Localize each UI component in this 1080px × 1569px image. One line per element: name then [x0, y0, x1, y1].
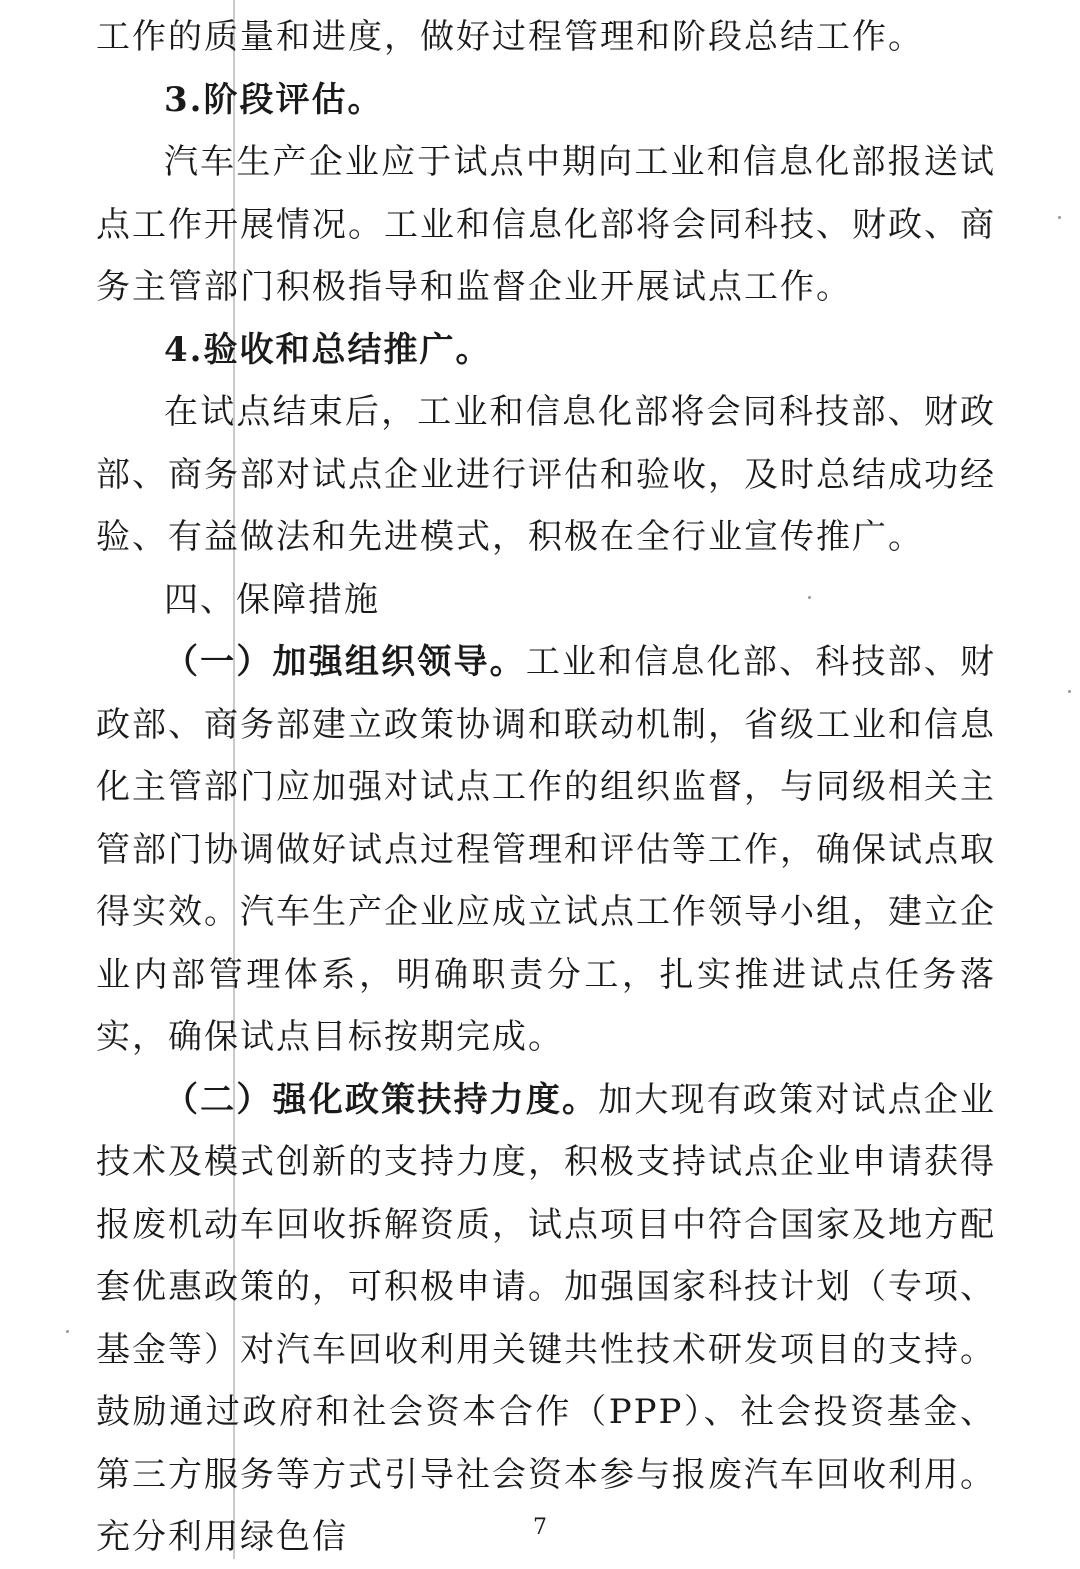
scan-speck	[1058, 216, 1061, 219]
subheading-organization-leadership: （一）加强组织领导。	[164, 642, 526, 682]
heading-stage-assessment: 3.阶段评估。	[164, 79, 384, 120]
body-organization-leadership-2: 汽车生产企业应成立试点工作领导小组，建立企业内部管理体系，明确职责分工，扎实推进试点任务落实，确保试点目标按期完成。	[96, 892, 996, 1057]
body-organization-leadership: 工业和信息化部、科技部、财政部、商务部建立政策协调和联动机制，省级工业和信息化主管部门应加强对试点工作的组织监督，与同级相关主管部门协调做好试点过程管理和评估等工作，确保试点取得实效。	[96, 642, 997, 932]
paragraph-acceptance-promotion: 在试点结束后，工业和信息化部将会同科技部、财政部、商务部对试点企业进行评估和验收，及时总结成功经验、有益做法和先进模式，积极在全行业宣传推广。	[96, 392, 996, 557]
scan-speck	[808, 596, 811, 599]
heading-acceptance-promotion: 4.验收和总结推广。	[164, 329, 492, 370]
scan-speck	[66, 1330, 69, 1333]
page-number: 7	[533, 1515, 547, 1540]
body-policy-support: 加大现有政策对试点企业技术及模式创新的支持力度，积极支持试点企业申请获得报废机动车回收拆解资质，试点项目中符合国家及地方配套优惠政策的，可积极申请。加强国家科技计划（专项、基金等）对汽车回收利用关键共性技术研发项目的支持。鼓励通过政府和社会资本合作（PPP）、社会投资基金、第三方服务等方式引导社会资本参与报废汽车回收利用。充分利用绿色信	[96, 1079, 997, 1557]
subheading-policy-support: （二）强化政策扶持力度。	[164, 1079, 599, 1120]
paragraph-continuation: 工作的质量和进度，做好过程管理和阶段总结工作。	[96, 17, 924, 57]
document-body	[96, 6, 996, 1569]
section-heading-safeguards: 四、保障措施	[164, 579, 380, 620]
scan-speck	[1068, 690, 1071, 693]
paragraph-policy-support	[96, 1069, 996, 1569]
paragraph-stage-assessment: 汽车生产企业应于试点中期向工业和信息化部报送试点工作开展情况。工业和信息化部将会同科技、财政、商务主管部门积极指导和监督企业开展试点工作。	[96, 142, 996, 307]
paragraph-organization-leadership	[96, 631, 996, 1069]
